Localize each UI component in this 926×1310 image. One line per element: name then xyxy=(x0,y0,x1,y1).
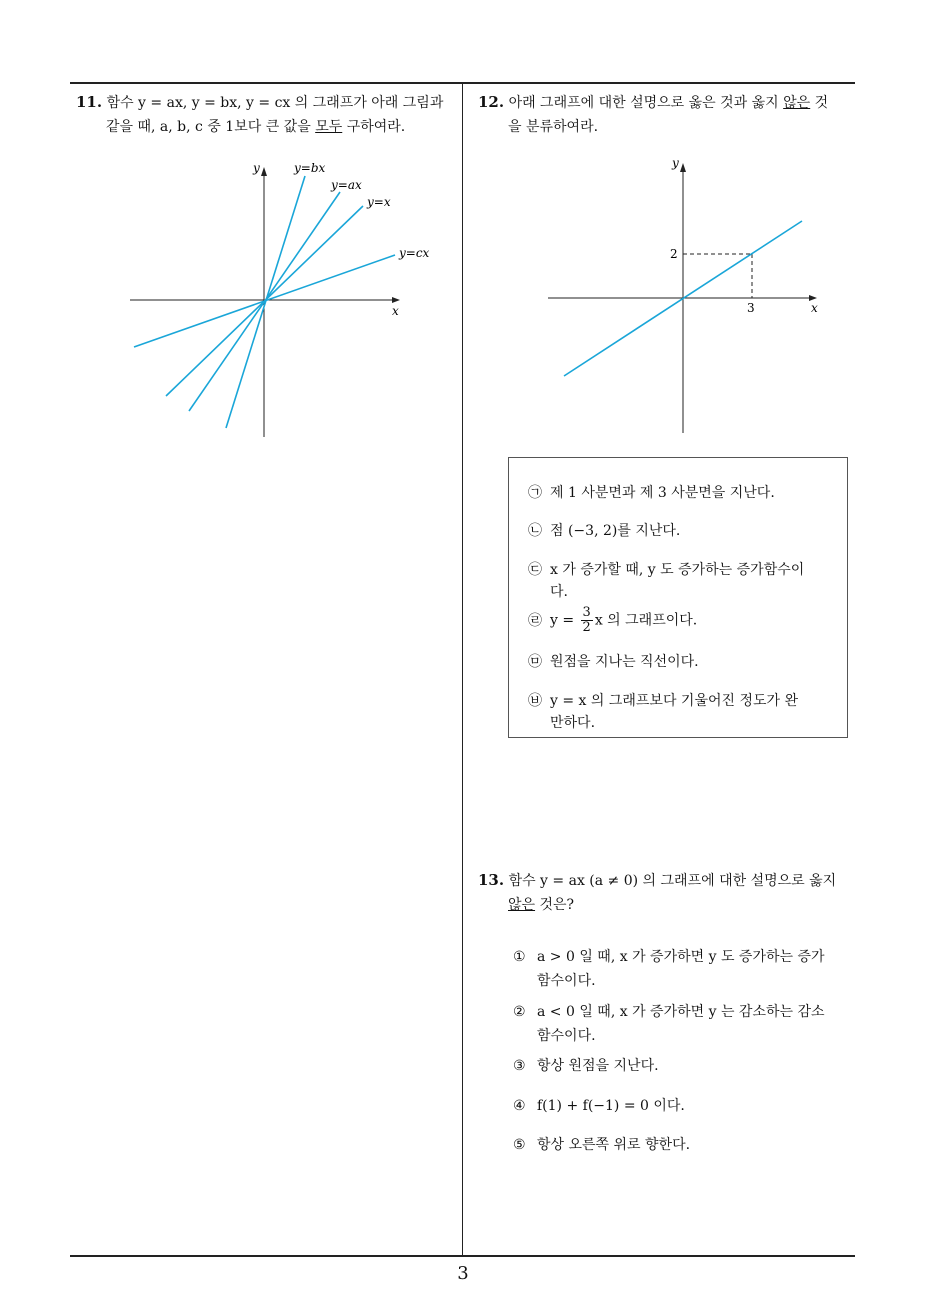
label-bx: y=bx xyxy=(294,161,326,175)
statement-1: ㉠ 제 1 사분면과 제 3 사분면을 지난다. xyxy=(528,482,775,504)
statement-mark: ㉤ xyxy=(528,654,542,670)
statement-6: ㉥ y = x 의 그래프보다 기울어진 정도가 완 만하다. xyxy=(528,690,828,734)
statement-mark: ㉢ xyxy=(528,562,542,578)
option-2: ② a < 0 일 때, x 가 증가하면 y 는 감소하는 감소 함수이다. xyxy=(513,1000,853,1048)
option-mark: ② xyxy=(513,1004,526,1020)
option-3: ③ 항상 원점을 지난다. xyxy=(513,1054,659,1078)
question-number: 13. xyxy=(478,871,505,889)
question-text-line2: 않은 것은? xyxy=(508,897,575,913)
option-mark: ③ xyxy=(513,1058,526,1074)
question-text: 함수 y = ax (a ≠ 0) 의 그래프에 대한 설명으로 옳지 xyxy=(508,873,837,889)
question-13 xyxy=(478,868,858,917)
statement-4: ㉣ y = $\frac{3}{2}$ x 의 그래프이다. xyxy=(528,605,698,635)
option-mark: ④ xyxy=(513,1098,526,1114)
x-axis-label: x xyxy=(392,304,399,318)
option-mark: ① xyxy=(513,949,526,965)
statement-mark: ㉥ xyxy=(528,693,542,709)
statement-mark: ㉡ xyxy=(528,523,542,539)
question-number: 11. xyxy=(76,93,103,111)
fraction: $\frac{3}{2}$ xyxy=(582,605,591,635)
y-axis-label: y xyxy=(253,161,260,175)
underlined-word: 않은 xyxy=(783,95,811,111)
statement-mark: ㉠ xyxy=(528,485,542,501)
y-axis-label: y xyxy=(672,156,679,170)
question-text-line2: 같을 때, a, b, c 중 1보다 큰 값을 모두 구하여라. xyxy=(106,119,406,135)
question-text: 함수 y = ax, y = bx, y = cx 의 그래프가 아래 그림과 xyxy=(106,95,444,111)
statement-mark: ㉣ xyxy=(528,612,542,629)
option-5: ⑤ 항상 오른쪽 위로 향한다. xyxy=(513,1133,690,1157)
statement-5: ㉤ 원점을 지나는 직선이다. xyxy=(528,651,699,673)
label-ax: y=ax xyxy=(331,178,362,192)
x-axis-label: x xyxy=(811,301,818,315)
label-x: y=x xyxy=(367,195,391,209)
option-4: ④ f(1) + f(−1) = 0 이다. xyxy=(513,1094,685,1118)
page-number: 3 xyxy=(457,1263,469,1284)
option-mark: ⑤ xyxy=(513,1137,526,1153)
y-axis-arrow xyxy=(680,163,686,172)
tick-y-2: 2 xyxy=(670,247,678,261)
statement-2: ㉡ 점 (−3, 2)를 지난다. xyxy=(528,520,680,542)
option-1: ① a > 0 일 때, x 가 증가하면 y 도 증가하는 증가 함수이다. xyxy=(513,945,853,993)
underlined-word: 않은 xyxy=(508,897,536,913)
underlined-word: 모두 xyxy=(315,119,343,135)
question-number: 12. xyxy=(478,93,505,111)
question-12: 12. 아래 그래프에 대한 설명으로 옳은 것과 옳지 않은 것 을 분류하여라. xyxy=(478,90,858,139)
label-cx: y=cx xyxy=(399,246,430,260)
statement-3: ㉢ x 가 증가할 때, y 도 증가하는 증가함수이 다. xyxy=(528,559,828,603)
tick-x-3: 3 xyxy=(747,301,755,315)
question-text-line2: 을 분류하여라. xyxy=(508,119,599,135)
